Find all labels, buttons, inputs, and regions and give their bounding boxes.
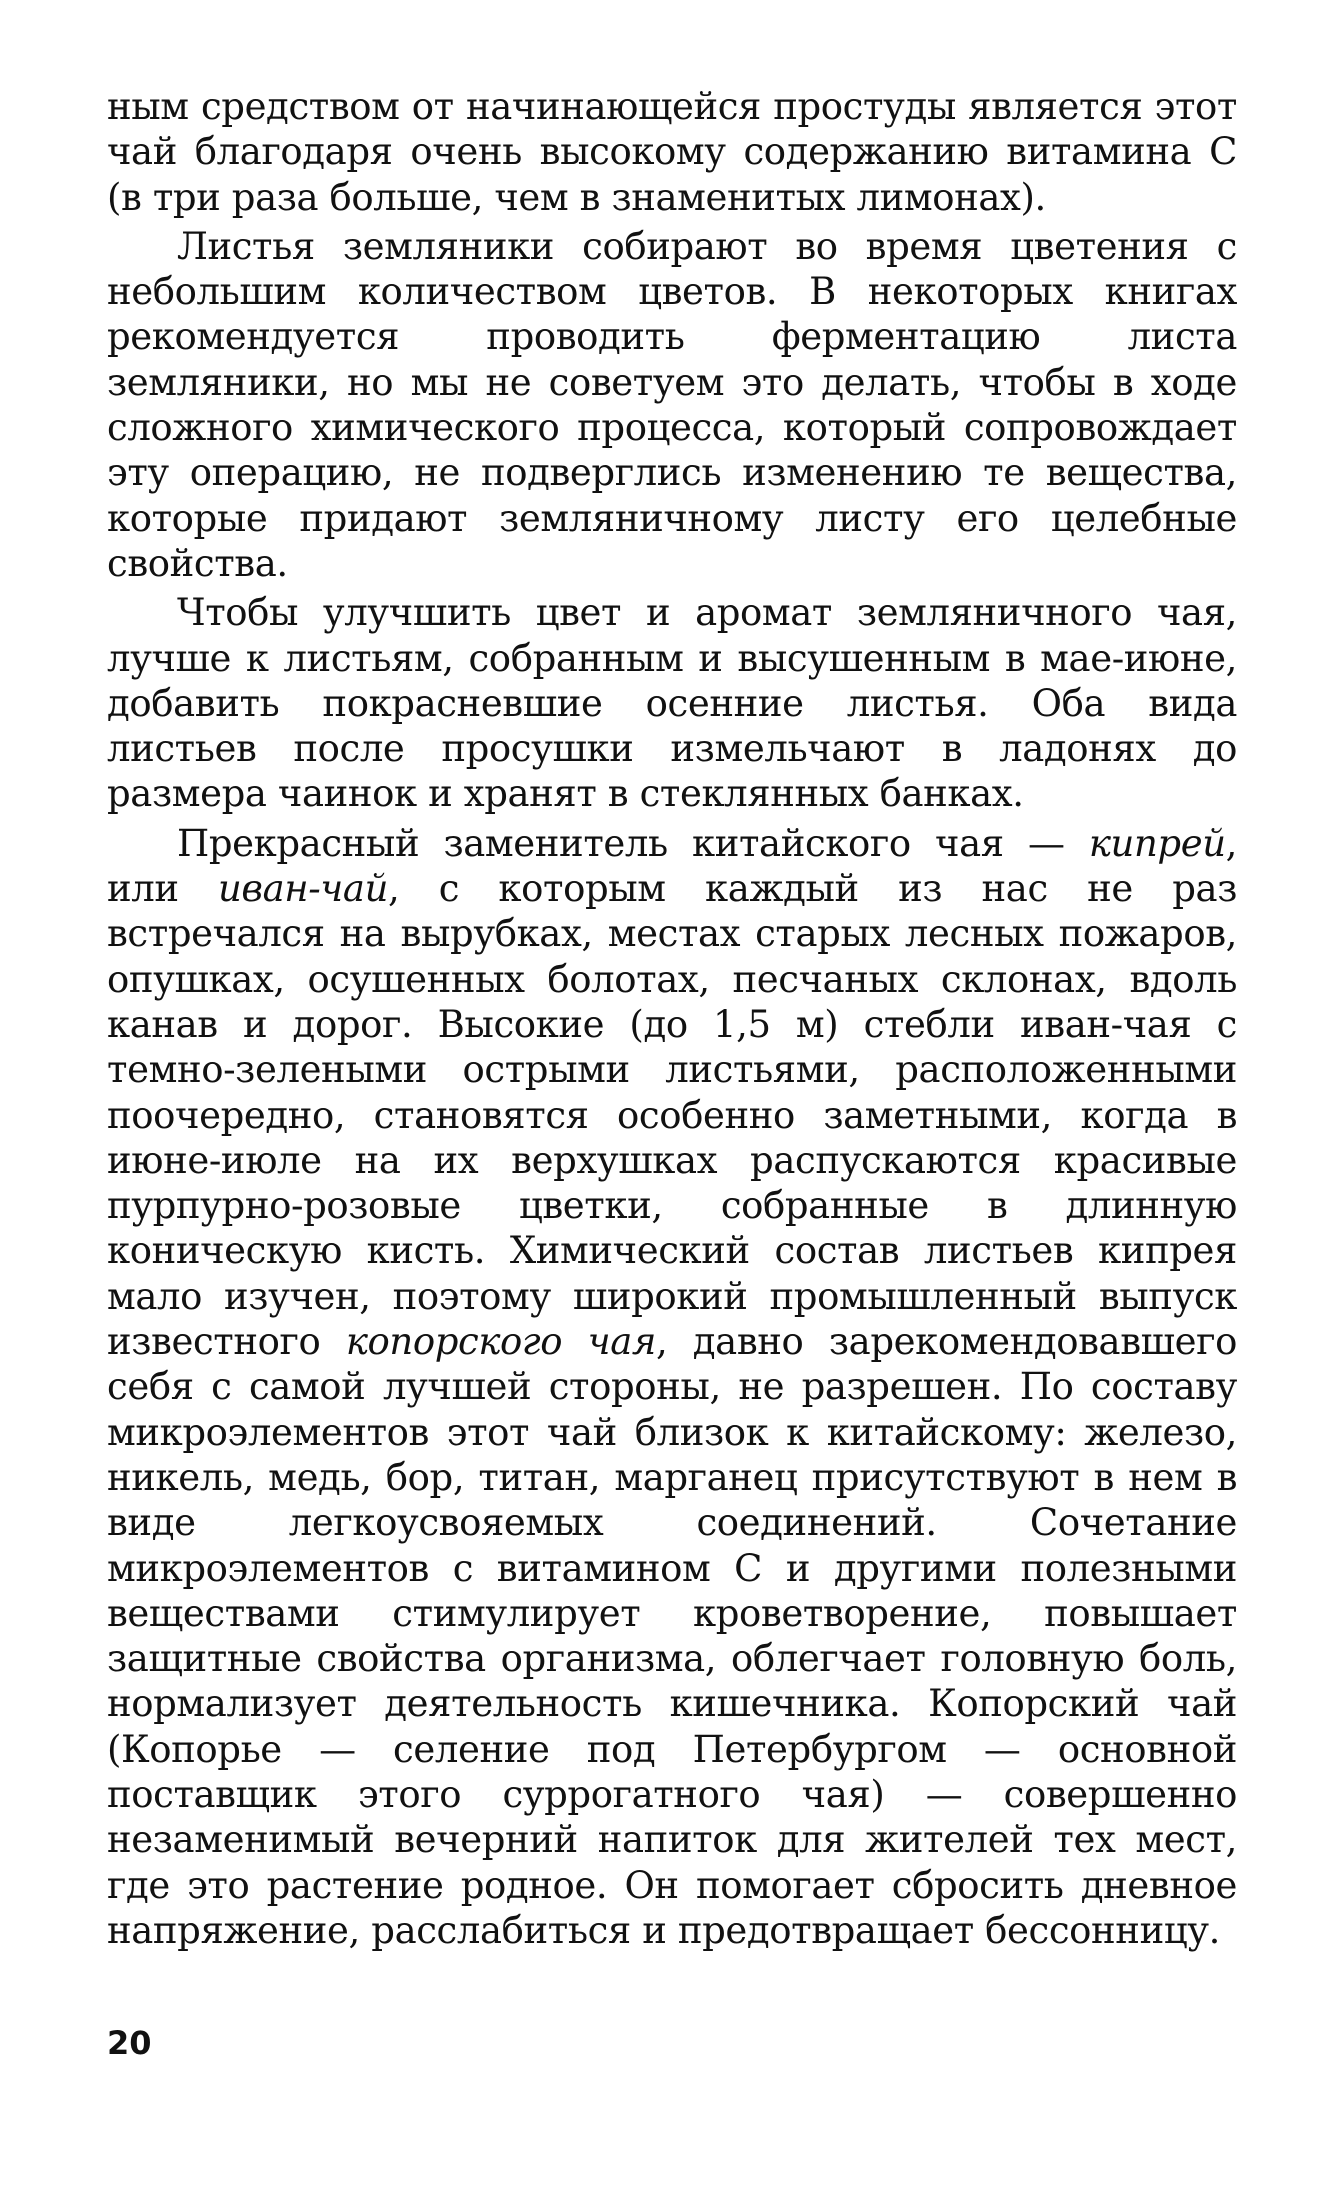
page-number: 20 [107,2024,152,2062]
paragraph-1 [107,84,1237,220]
term-ivan-chai: иван-чай [218,867,389,911]
paragraph-4-text-b: , или [107,821,1237,911]
term-koporsky-chai: копорского чая [345,1320,656,1364]
paragraph-2 [107,224,1237,586]
paragraph-4 [107,821,1237,1953]
paragraph-1-text: ным средством от начинающейся простуды является этот чай благодаря очень высокому содержанию витамина С (в три раза больше, чем в знаменитых лимонах). [107,85,1237,219]
paragraph-3 [107,590,1237,816]
paragraph-3-text: Чтобы улучшить цвет и аромат земляничного чая, лучше к листьям, собранным и высушенным в мае-июне, добавить покрасневшие осенние листья. Оба вида листьев после просушки измельчают в ладонях до размера чаинок и хранят в стеклянных банках. [107,591,1237,816]
paragraph-2-text: Листья земляники собирают во время цветения с небольшим количеством цветов. В некоторых книгах рекомендуется проводить ферментацию листа земляники, но мы не советуем это делать, чтобы в ходе сложного химического процесса, который сопровождает эту операцию, не подверглись изменению те вещества, которые придают земляничному листу его целебные свойства. [107,224,1237,585]
paragraph-4-text-a: Прекрасный заменитель китайского чая — [177,821,1089,865]
page-text [107,84,1237,1953]
paragraph-4-text-c: , с которым каждый из нас не раз встречался на вырубках, местах старых лесных пожаров, опушках, осушенных болотах, песчаных склонах, вдоль канав и дорог. Высокие (до 1,5 м) стебли иван-чая с темно-зелеными острыми листьями, расположенными поочередно, становятся особенно заметными, когда в июне-июле на их верхушках распускаются красивые пурпурно-розовые цветки, собранные в длинную коническую кисть. Химический состав листьев кипрея мало изучен, поэтому широкий промышленный выпуск известного [107,867,1237,1364]
paragraph-4-text-d: , давно зарекомендовавшего себя с самой лучшей стороны, не разрешен. По составу микроэлементов этот чай близок к китайскому: железо, никель, медь, бор, титан, марганец присутствуют в нем в виде легкоусвояемых соединений. Сочетание микроэлементов с витамином С и другими полезными веществами стимулирует кроветворение, повышает защитные свойства организма, облегчает головную боль, нормализует деятельность кишечника. Копорский чай (Копорье — селение под Петербургом — основной поставщик этого суррогатного чая) — совершенно незаменимый вечерний напиток для жителей тех мест, где это растение родное. Он помогает сбросить дневное напряжение, расслабиться и предотвращает бессонницу. [107,1320,1237,1952]
term-kiprey: кипрей [1088,821,1226,865]
